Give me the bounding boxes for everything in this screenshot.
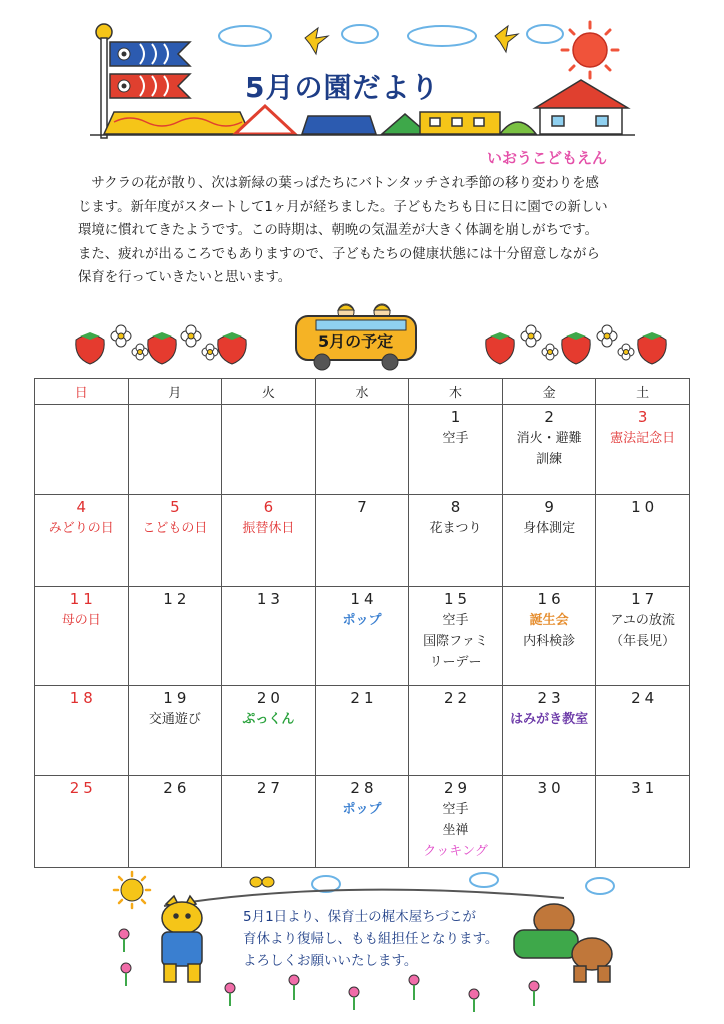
day-event: みどりの日	[48, 521, 114, 536]
day-number: 1	[450, 408, 465, 426]
notice-line: 5月1日より、保育士の梶木屋ちづこが	[243, 909, 477, 925]
day-number: 15	[443, 590, 472, 608]
dog-icon	[514, 904, 612, 982]
intro-line: サクラの花が散り、次は新緑の葉っぱたちにバトンタッチされ季節の移り変わりを感	[91, 176, 599, 191]
day-number: 22	[443, 689, 472, 707]
strawberry-row-left	[72, 318, 252, 368]
calendar-day-cell	[315, 776, 409, 868]
day-event: （年長児）	[610, 634, 676, 649]
day-event: 内科検診	[523, 634, 576, 649]
calendar-day-cell	[222, 405, 316, 495]
calendar-day-cell	[222, 495, 316, 587]
intro-paragraph	[78, 172, 638, 290]
day-number: 2	[544, 408, 558, 426]
day-number: 8	[450, 498, 465, 516]
day-event: ぷっくん	[242, 712, 295, 727]
day-number: 26	[163, 779, 191, 797]
calendar-day-cell	[596, 405, 690, 495]
butterfly-icon	[250, 877, 274, 887]
strawberry-icon	[76, 332, 104, 364]
calendar-day-cell	[409, 686, 503, 776]
calendar-day-cell	[596, 776, 690, 868]
calendar-day-cell	[409, 587, 503, 686]
weekday-header: 日	[35, 379, 129, 405]
flower-icon	[597, 325, 634, 360]
calendar-day-cell	[409, 776, 503, 868]
day-number: 24	[631, 689, 659, 707]
day-number: 25	[69, 779, 97, 797]
day-number: 14	[350, 590, 378, 608]
calendar-day-cell	[409, 405, 503, 495]
notice-message	[243, 906, 498, 972]
intro-line: 保育を行っていきたいと思います。	[78, 270, 292, 285]
day-number: 12	[163, 590, 191, 608]
weekday-header: 月	[128, 379, 222, 405]
calendar-day-cell	[35, 405, 129, 495]
day-number: 30	[537, 779, 565, 797]
calendar-day-cell	[35, 587, 129, 686]
schedule-label: 5月の予定	[318, 332, 394, 351]
sun-icon	[114, 872, 150, 908]
calendar-day-cell	[502, 495, 596, 587]
day-event: 空手	[442, 431, 469, 446]
calendar-day-cell	[128, 587, 222, 686]
calendar-day-cell	[502, 686, 596, 776]
day-event: 交通遊び	[148, 712, 201, 727]
day-event: クッキング	[423, 844, 488, 859]
day-number: 31	[631, 779, 659, 797]
day-number: 19	[163, 689, 191, 707]
day-event: 坐禅	[442, 823, 469, 838]
day-number: 29	[443, 779, 472, 797]
day-event: ポップ	[342, 613, 382, 628]
day-event: はみがき教室	[510, 712, 589, 727]
weekday-header: 火	[222, 379, 316, 405]
day-event: 憲法記念日	[610, 431, 676, 446]
cat-icon	[162, 896, 202, 982]
strawberry-icon	[638, 332, 666, 364]
calendar-day-cell	[222, 587, 316, 686]
day-number: 4	[76, 498, 91, 516]
calendar-day-cell	[502, 405, 596, 495]
calendar-week-row	[35, 587, 690, 686]
strawberry-row-right	[482, 318, 672, 368]
calendar-day-cell	[128, 776, 222, 868]
day-event: アユの放流	[610, 613, 675, 628]
day-event: 身体測定	[523, 521, 576, 536]
calendar-day-cell	[596, 686, 690, 776]
calendar-day-cell	[128, 495, 222, 587]
day-number: 5	[170, 498, 184, 516]
intro-line: また、疲れが出るころでもありますので、子どもたちの健康状態には十分留意しながら	[78, 246, 600, 262]
calendar-day-cell	[35, 686, 129, 776]
calendar-day-cell	[596, 587, 690, 686]
day-event: 母の日	[61, 613, 101, 628]
day-event: 誕生会	[529, 613, 569, 628]
weekday-header: 水	[315, 379, 409, 405]
flower-icon	[181, 325, 218, 360]
notice-line: 育休より復帰し、もも組担任となります。	[243, 931, 499, 947]
day-number: 28	[350, 779, 378, 797]
weekday-header: 木	[409, 379, 503, 405]
day-number: 18	[69, 689, 97, 707]
day-event: 振替休日	[242, 521, 295, 536]
day-number: 21	[350, 689, 378, 707]
calendar-day-cell	[128, 405, 222, 495]
day-number: 16	[537, 590, 565, 608]
calendar-day-cell	[596, 495, 690, 587]
calendar-day-cell	[128, 686, 222, 776]
calendar-day-cell	[315, 405, 409, 495]
calendar-day-cell	[315, 587, 409, 686]
notice-line: よろしくお願いいたします。	[243, 953, 418, 969]
strawberry-icon	[562, 332, 590, 364]
day-event: 国際ファミ	[423, 634, 488, 649]
carp-streamer-icon	[110, 42, 190, 98]
day-number: 3	[637, 408, 652, 426]
page-title: 5月の園だより	[245, 71, 440, 104]
calendar-day-cell	[35, 776, 129, 868]
day-event: こどもの日	[142, 521, 208, 536]
day-number: 9	[544, 498, 558, 516]
calendar-week-row	[35, 405, 690, 495]
day-number: 13	[256, 590, 284, 608]
calendar-day-cell	[315, 495, 409, 587]
weekday-header: 金	[502, 379, 596, 405]
day-number: 17	[631, 590, 659, 608]
strawberry-icon	[148, 332, 176, 364]
weekday-header-row	[35, 379, 690, 405]
calendar-week-row	[35, 495, 690, 587]
day-number: 23	[537, 689, 565, 707]
calendar-day-cell	[35, 495, 129, 587]
sun-icon	[562, 22, 618, 78]
flower-icon	[521, 325, 558, 360]
school-name: いおうこどもえん	[487, 149, 608, 167]
flower-icon	[111, 325, 148, 360]
day-event: 空手	[442, 802, 469, 817]
day-event: 花まつり	[429, 521, 482, 536]
day-number: 7	[357, 498, 371, 516]
day-event: 訓練	[536, 452, 563, 467]
calendar-day-cell	[502, 587, 596, 686]
day-event: 空手	[442, 613, 469, 628]
strawberry-icon	[486, 332, 514, 364]
calendar-week-row	[35, 776, 690, 868]
day-event: ポップ	[342, 802, 382, 817]
day-number: 27	[256, 779, 284, 797]
calendar-table	[34, 378, 690, 868]
calendar-day-cell	[222, 776, 316, 868]
intro-line: 環境に慣れてきたようです。この時期は、朝晩の気温差が大きく体調を崩しがちです。	[78, 223, 598, 238]
weekday-header: 土	[596, 379, 690, 405]
header-banner	[90, 14, 635, 144]
day-number: 20	[256, 689, 284, 707]
calendar-day-cell	[315, 686, 409, 776]
calendar-week-row	[35, 686, 690, 776]
strawberry-icon	[218, 332, 246, 364]
day-number: 10	[631, 498, 659, 516]
day-event: リーデー	[429, 655, 482, 670]
calendar-day-cell	[409, 495, 503, 587]
calendar-day-cell	[502, 776, 596, 868]
day-event: 消火・避難	[516, 431, 582, 446]
day-number: 11	[69, 590, 97, 608]
intro-line: じます。新年度がスタートして1ヶ月が経ちました。子どもたちも日に日に園での新しい	[78, 199, 608, 215]
calendar-day-cell	[222, 686, 316, 776]
day-number: 6	[263, 498, 278, 516]
